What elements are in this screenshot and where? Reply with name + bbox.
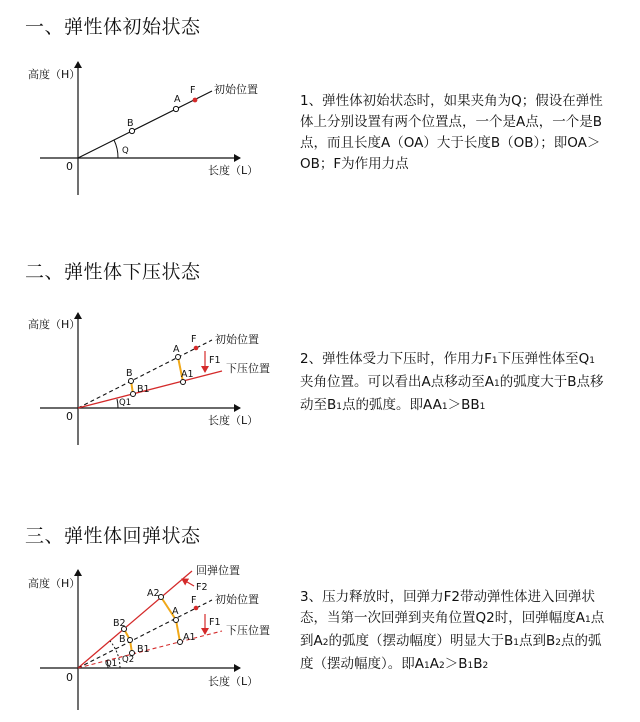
point-B-label: B xyxy=(127,118,134,129)
x-axis-label: 长度（L） xyxy=(208,414,259,427)
initial-position-label: 初始位置 xyxy=(215,593,259,606)
angle-label: Q1 xyxy=(119,398,132,408)
point-A1-label: A1 xyxy=(183,632,196,643)
origin-label: 0 xyxy=(66,671,73,684)
point-B1-label: B1 xyxy=(137,384,150,395)
point-F-marker xyxy=(194,346,199,351)
diagram-pressed-state xyxy=(0,300,300,460)
point-B-marker xyxy=(128,638,133,643)
angle-arc xyxy=(117,399,118,408)
section1-heading: 一、弹性体初始状态 xyxy=(25,16,201,38)
point-F-label: F xyxy=(190,85,196,96)
section2-heading: 二、弹性体下压状态 xyxy=(25,261,201,283)
point-B-marker xyxy=(129,379,134,384)
point-A1-label: A1 xyxy=(181,369,194,380)
point-F-label: F xyxy=(191,595,197,606)
point-A-marker xyxy=(176,355,181,360)
point-A-label: A xyxy=(172,606,179,617)
point-B-label: B xyxy=(126,368,133,379)
diagram-initial-state xyxy=(0,50,300,210)
point-A1-marker xyxy=(181,380,186,385)
point-B-label: B xyxy=(119,634,126,645)
force-F2-arrow xyxy=(182,579,194,586)
angle-arc xyxy=(114,140,118,158)
section3-description: 3、压力释放时，回弹力F2带动弹性体进入回弹状态，当第一次回弹到夹角位置Q2时，回弹幅度A1点到A2的弧度（摆动幅度）明显大于B1点到B2点的弧度（摆动幅度）。即A1A2＞B1B2 xyxy=(300,589,605,672)
arc-A-A1 xyxy=(176,620,180,642)
section2-description: 2、弹性体受力下压时，作用力F1下压弹性体至Q1夹角位置。可以看出A点移动至A1的弧度大于B点移动至B1点的弧度。即AA1＞BB1 xyxy=(300,351,604,413)
pressed-position-label: 下压位置 xyxy=(226,362,270,375)
section3-heading: 三、弹性体回弹状态 xyxy=(25,525,201,547)
angle-Q2-label: Q2 xyxy=(122,655,135,665)
force-F2-label: F2 xyxy=(196,582,208,593)
x-axis-label: 长度（L） xyxy=(208,675,259,688)
point-F-label: F xyxy=(191,334,197,345)
point-F-marker xyxy=(194,606,199,611)
point-B1-label: B1 xyxy=(137,644,150,655)
origin-label: 0 xyxy=(66,410,73,423)
point-B1-marker xyxy=(131,392,136,397)
pressed-position-line xyxy=(78,371,222,408)
point-A-label: A xyxy=(174,94,181,105)
pressed-position-label: 下压位置 xyxy=(226,624,270,637)
point-B2-label: B2 xyxy=(113,618,126,629)
point-A-marker xyxy=(174,618,179,623)
initial-position-label: 初始位置 xyxy=(215,333,259,346)
point-F-marker xyxy=(193,98,198,103)
angle-Q1-label: Q1 xyxy=(105,659,118,669)
diagram-rebound-state xyxy=(0,560,300,722)
initial-position-line xyxy=(78,91,212,158)
section1-description: 1、弹性体初始状态时，如果夹角为Q；假设在弹性体上分别设置有两个位置点，一个是A点，一个是B点，而且长度A（OA）大于长度B（OB）；即OA＞OB；F为作用力点 xyxy=(300,93,603,172)
y-axis-label: 高度（H） xyxy=(28,318,81,331)
y-axis-label: 高度（H） xyxy=(28,68,81,81)
point-A-marker xyxy=(173,106,178,111)
point-A-label: A xyxy=(173,344,180,355)
point-B-marker xyxy=(129,128,134,133)
x-axis-label: 长度（L） xyxy=(208,164,259,177)
y-axis-label: 高度（H） xyxy=(28,577,81,590)
point-A1-marker xyxy=(178,640,183,645)
force-F1-label: F1 xyxy=(209,617,221,628)
initial-position-label: 初始位置 xyxy=(214,83,258,96)
force-F1-label: F1 xyxy=(209,355,221,366)
rebound-position-label: 回弹位置 xyxy=(196,564,240,577)
point-A2-label: A2 xyxy=(147,588,160,599)
angle-label: Q xyxy=(122,146,129,156)
origin-label: 0 xyxy=(66,160,73,173)
